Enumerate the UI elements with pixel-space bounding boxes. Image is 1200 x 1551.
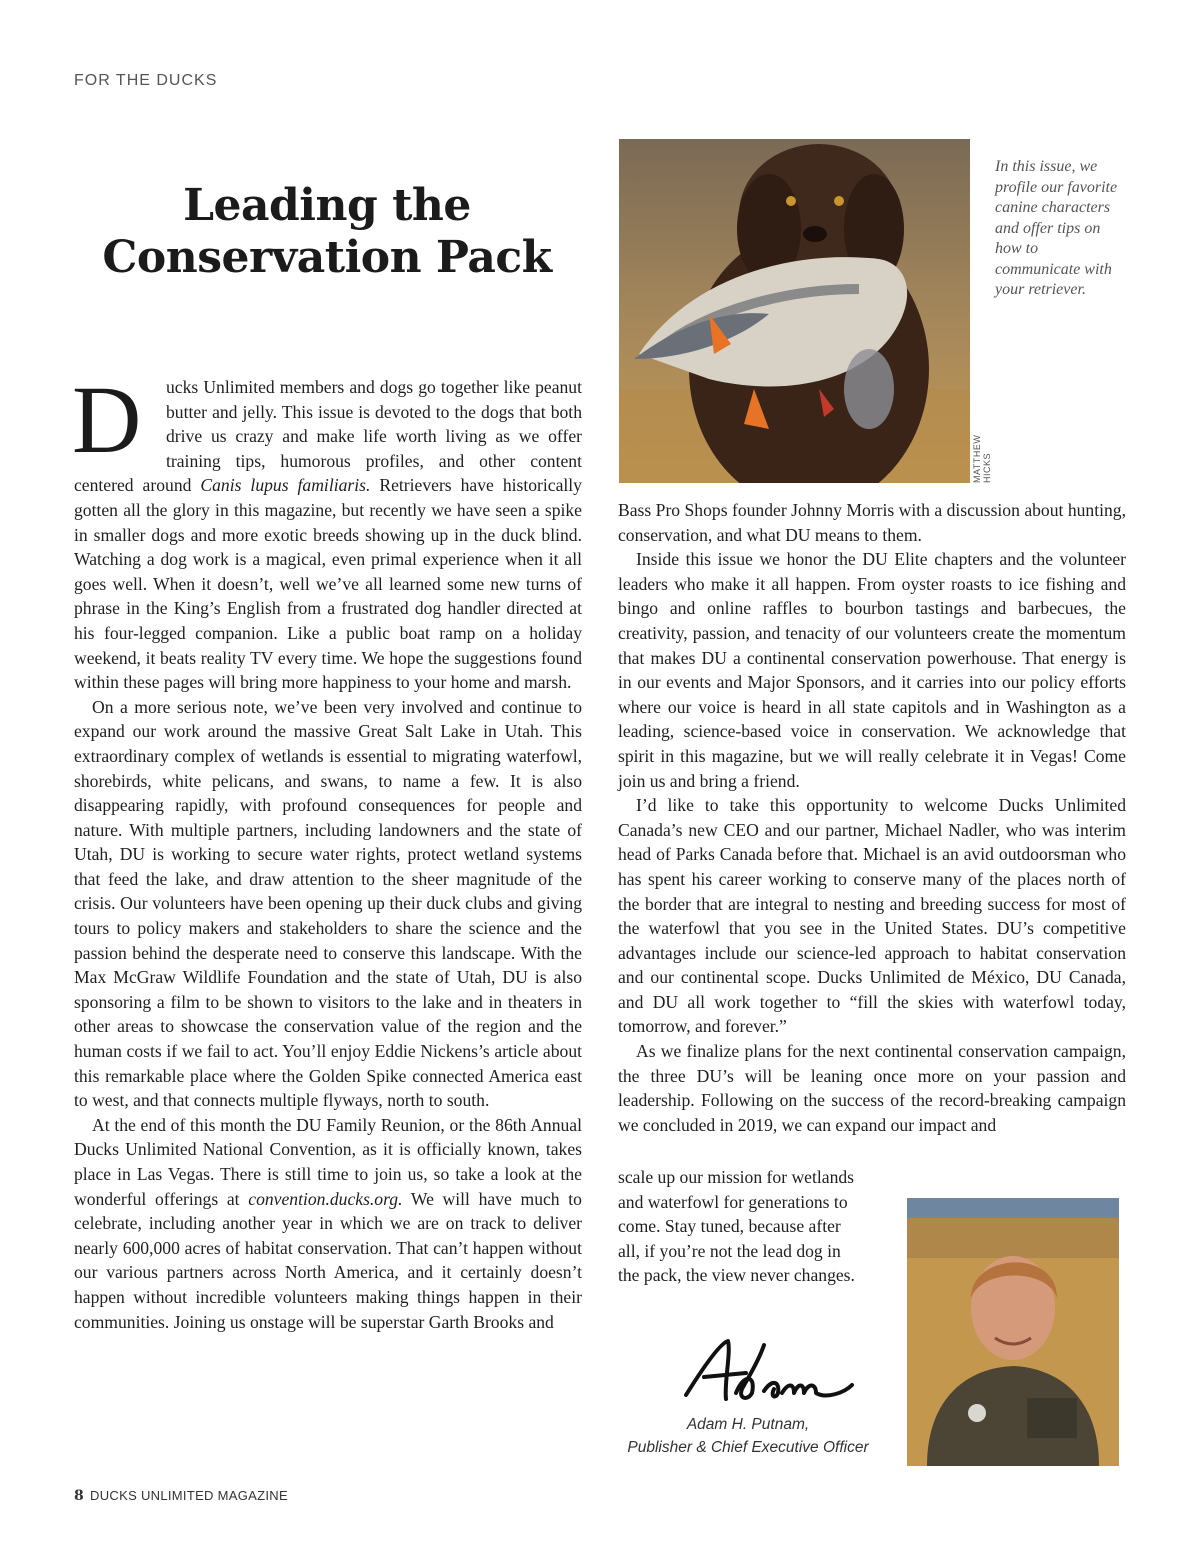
- article-title: [74, 180, 580, 284]
- drop-cap: D: [72, 366, 142, 473]
- portrait-illustration: [907, 1198, 1119, 1466]
- author-portrait-photo: [907, 1198, 1119, 1466]
- signer-title: Publisher & Chief Executive Officer: [627, 1439, 869, 1456]
- signature-block: [618, 1413, 878, 1459]
- convention-link: convention.ducks.org.: [248, 1188, 403, 1209]
- paragraph-3-continued: Bass Pro Shops founder Johnny Morris with a discussion about hunting, conservation, and what DU means to them.: [618, 500, 1126, 545]
- p1-italic: Canis lupus familiaris.: [200, 475, 371, 496]
- right-column: [618, 498, 1126, 1137]
- signer-name: Adam H. Putnam,: [686, 1416, 810, 1433]
- paragraph-4: Inside this issue we honor the DU Elite chapters and the volunteer leaders who make it all happen. From oyster roasts to ice fishing and bingo and online raffles to bourbon tastings and barbecues, the creativity, passion, and tenacity of our volunteers create the momentum that makes DU a continental conservation powerhouse. That energy is in our events and Major Sponsors, and it carries into our policy efforts where our voice is heard in all state capitols and in Washington as a leading, science-based voice in conservation. We acknowledge that spirit in this magazine, but we will really celebrate it in Vegas! Come join us and bring a friend.: [618, 549, 1126, 791]
- paragraph-6: As we finalize plans for the next continental conservation campaign, the three DU’s will be leaning once more on your passion and leadership. Following on the success of the record-breaking campaign we concluded in 2019, we can expand our impact and: [618, 1041, 1126, 1135]
- p1-text-a: ucks Unlimited members and dogs go together like peanut butter and jelly. This issue is devoted to the dogs that both drive us crazy and make life worth living as we offer training tips, humorous profiles, and other content centered around: [74, 377, 582, 496]
- page-footer: [74, 1488, 288, 1504]
- paragraph-2: On a more serious note, we’ve been very involved and continue to expand our work around the massive Great Salt Lake in Utah. This extraordinary complex of wetlands is essential to migrating waterfowl, shorebirds, white pelicans, and swans, to name a few. It is also disappearing rapidly, with profound consequences for people and nature. With multiple partners, including landowners and the state of Utah, DU is working to secure water rights, protect wetland systems that feed the lake, and draw attention to the sheer magnitude of the crisis. Our volunteers have been opening up their duck clubs and giving tours to policy makers and stakeholders to share the science and the passion behind the desperate need to conserve this landscape. With the Max McGraw Wildlife Foundation and the state of Utah, DU is also sponsoring a film to be shown to visitors to the lake and in theaters in other areas to showcase the conservation value of the region and the human costs if we fail to act. You’ll enjoy Eddie Nickens’s article about this remarkable place where the Golden Spike connected America east to west, and that connects multiple flyways, north to south.: [74, 696, 582, 1111]
- p3-text-a: At the end of this month the DU Family Reunion, or the 86th Annual Ducks Unlimited National Convention, as it is officially known, takes place in Las Vegas. There is still time to join us, so take a look at the wonderful offerings at: [74, 1114, 582, 1209]
- signature: [676, 1333, 856, 1413]
- paragraph-6-continued: scale up our mission for wetlands and waterfowl for generations to come. Stay tuned, because after all, if you’re not the lead dog in the pack, the view never changes.: [618, 1167, 855, 1286]
- p3-text-b: We will have much to celebrate, including another year in which we are on track to deliver nearly 600,000 acres of habitat conservation. That can’t happen without our various partners across North America, and it certainly doesn’t happen without incredible volunteers making things happen in their communities. Joining us onstage will be superstar Garth Brooks and: [74, 1188, 582, 1332]
- left-column: [72, 366, 582, 1334]
- page-number: 8: [74, 1488, 85, 1504]
- dog-photo-illustration: [619, 139, 970, 483]
- photo-credit: MATTHEW HICKS: [972, 434, 992, 483]
- signature-graphic: [676, 1333, 856, 1413]
- title-line-1: Leading the: [183, 180, 471, 231]
- dog-with-goose-photo: [619, 139, 970, 483]
- section-label: FOR THE DUCKS: [74, 72, 218, 89]
- paragraph-3: [74, 1113, 582, 1334]
- p1-text-b: Retrievers have historically gotten all the glory in this magazine, but recently we have seen a spike in smaller dogs and more exotic breeds showing up in the duck blind. Watching a dog work is a magical, even primal experience when it all goes well. When it doesn’t, well we’ve all learned some new turns of phrase in the King’s English from a frustrated dog handler directed at his four-legged companion. Like a public boat ramp on a holiday weekend, it beats reality TV every time. We hope the suggestions found within these pages will bring more happiness to your home and marsh.: [74, 475, 582, 693]
- paragraph-5: I’d like to take this opportunity to welcome Ducks Unlimited Canada’s new CEO and our partner, Michael Nadler, who was interim head of Parks Canada before that. Michael is an avid outdoorsman who has spent his career working to conserve many of the places north of the border that are integral to nesting and breeding success for most of the waterfowl that you see in the United States. DU’s competitive advantages include our science-led approach to habitat conservation and our continental scope. Ducks Unlimited de México, DU Canada, and DU all work together to “fill the skies with waterfowl today, tomorrow, and forever.”: [618, 795, 1126, 1037]
- title-line-2: Conservation Pack: [102, 232, 552, 283]
- publication-name: DUCKS UNLIMITED MAGAZINE: [90, 1488, 288, 1503]
- paragraph-1: [72, 366, 582, 695]
- photo-caption: In this issue, we profile our favorite canine characters and offer tips on how to communicate with your retriever.: [995, 158, 1118, 298]
